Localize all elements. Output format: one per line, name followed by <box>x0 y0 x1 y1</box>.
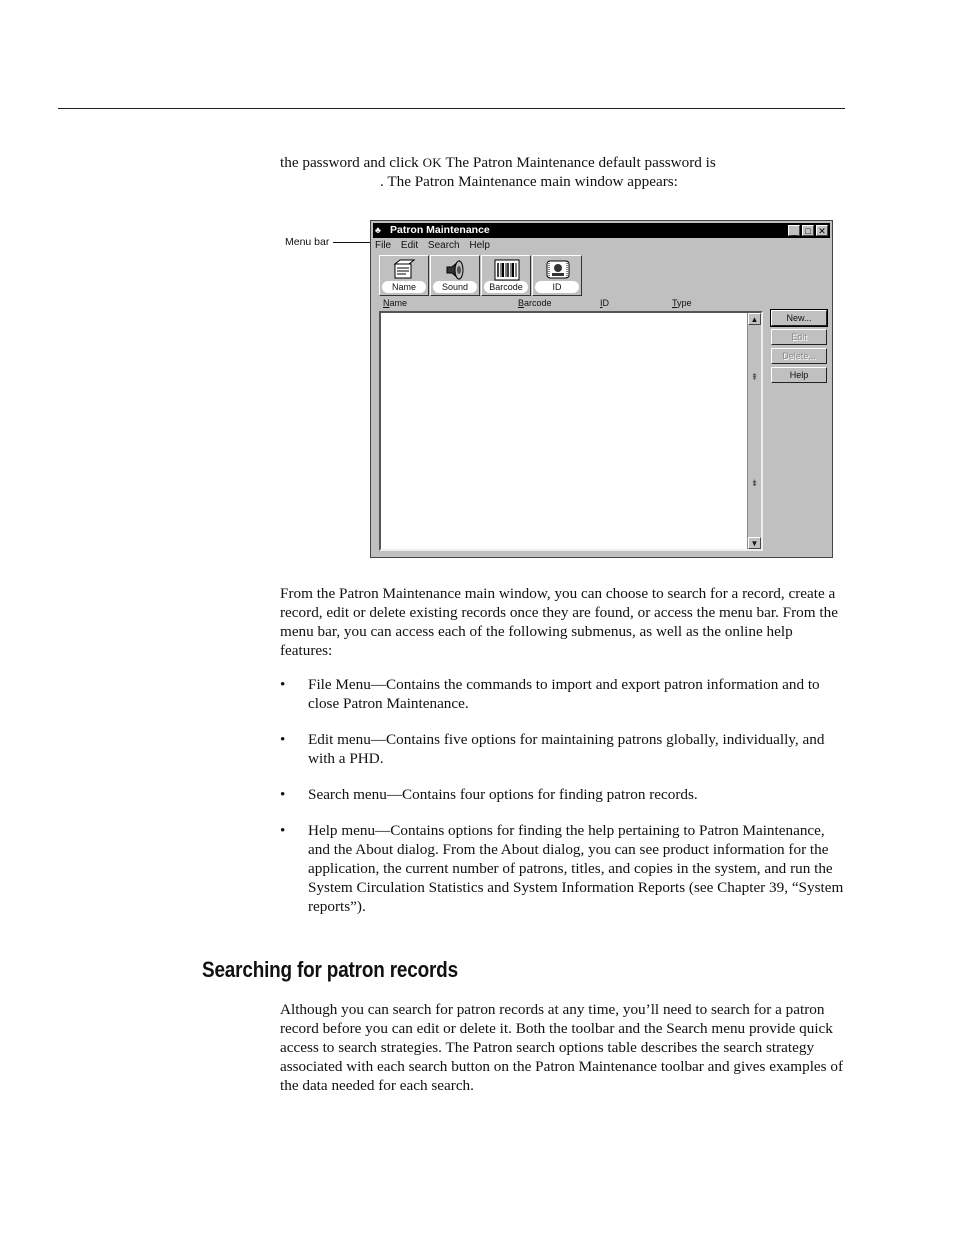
column-header-barcode[interactable]: Barcode <box>518 298 552 308</box>
column-header-id[interactable]: ID <box>600 298 610 308</box>
intro-paragraph <box>280 153 845 191</box>
id-card-icon <box>545 258 571 282</box>
barcode-tool-label: Barcode <box>484 281 528 293</box>
menu-edit[interactable]: Edit <box>400 240 419 251</box>
intro-line1-end: The Patron Maintenance default password is <box>441 154 716 171</box>
id-tool-label: ID <box>535 281 579 293</box>
maximize-icon[interactable]: □ <box>802 225 814 236</box>
close-icon[interactable]: ✕ <box>816 225 828 236</box>
window-title: Patron Maintenance <box>390 224 490 236</box>
list-item <box>280 675 845 713</box>
submenu-list-3 <box>280 785 845 804</box>
submenu-list <box>280 675 845 713</box>
sound-icon <box>443 258 469 282</box>
patron-list[interactable] <box>379 311 763 551</box>
menu-bar <box>375 239 497 253</box>
sound-tool-label: Sound <box>433 281 477 293</box>
scroll-down-icon[interactable]: ▼ <box>748 537 761 549</box>
bullet-text-edit: Edit menu—Contains five options for maintaining patrons globally, individually, and with a PHD. <box>308 731 825 767</box>
column-header-name[interactable]: Name <box>383 298 408 308</box>
delete-button[interactable]: Delete... <box>771 348 827 364</box>
barcode-search-button[interactable] <box>481 255 531 296</box>
section-heading: Searching for patron records <box>202 957 458 982</box>
search-paragraph: Although you can search for patron records at any time, you’ll need to search for a patron record before you can edit or delete it. Both the toolbar and the Search menu provide quick access to search strategies. The Patron search options table describes the search strategy associated with each search button on the Patron Maintenance toolbar and gives examples of the data needed for each search. <box>280 1001 844 1094</box>
list-item <box>280 785 845 804</box>
ok-label: OK <box>422 155 442 170</box>
callout-leader-line <box>333 242 373 243</box>
patron-maintenance-window <box>370 220 833 558</box>
list-item <box>280 730 845 768</box>
list-item <box>280 821 845 916</box>
column-header-type[interactable]: Type <box>672 298 692 308</box>
help-button[interactable]: Help <box>771 367 827 383</box>
bullet-icon: • <box>280 676 286 693</box>
name-icon <box>392 258 418 282</box>
menu-search[interactable]: Search <box>427 240 460 251</box>
app-icon: ♣ <box>375 225 381 235</box>
scroll-up-icon[interactable]: ▲ <box>748 313 761 325</box>
menu-file[interactable]: File <box>375 240 392 251</box>
vertical-scrollbar[interactable] <box>747 313 761 549</box>
header-rule <box>58 108 845 109</box>
menu-help[interactable]: Help <box>469 240 490 251</box>
bullet-icon: • <box>280 731 286 748</box>
scroll-down-fast-icon: ⇟ <box>750 478 759 488</box>
bullet-icon: • <box>280 786 286 803</box>
barcode-icon <box>494 258 520 282</box>
new-button[interactable]: New... <box>771 310 827 326</box>
intro-line2: . The Patron Maintenance main window appears: <box>380 173 678 190</box>
name-tool-label: Name <box>382 281 426 293</box>
submenu-list-4 <box>280 821 845 916</box>
intro-line1-start: the password and click <box>280 154 423 171</box>
submenu-list-2 <box>280 730 845 768</box>
edit-button[interactable]: Edit <box>771 329 827 345</box>
bullet-text-search: Search menu—Contains four options for finding patron records. <box>308 786 698 803</box>
name-search-button[interactable] <box>379 255 429 296</box>
bullet-text-file: File Menu—Contains the commands to import and export patron information and to close Patron Maintenance. <box>308 676 820 712</box>
bullet-icon: • <box>280 822 286 839</box>
scroll-up-fast-icon: ⇞ <box>750 372 759 382</box>
bullet-text-help: Help menu—Contains options for finding the help pertaining to Patron Maintenance, and the About dialog. From the About dialog, you can see product information for the application, the current number of patrons, titles, and copies in the system, and run the System Circulation Statistics and System Information Reports (see Chapter 39, “System reports”). <box>308 822 844 915</box>
sound-search-button[interactable] <box>430 255 480 296</box>
menu-bar-callout: Menu bar <box>285 236 330 248</box>
minimize-icon[interactable]: _ <box>788 225 800 236</box>
title-bar <box>373 223 830 238</box>
id-search-button[interactable] <box>532 255 582 296</box>
menu-bar-paragraph: From the Patron Maintenance main window, you can choose to search for a record, create a record, edit or delete existing records once they are found, or access the menu bar. From the menu bar, you can access each of the following submenus, as well as the online help features: <box>280 585 838 659</box>
